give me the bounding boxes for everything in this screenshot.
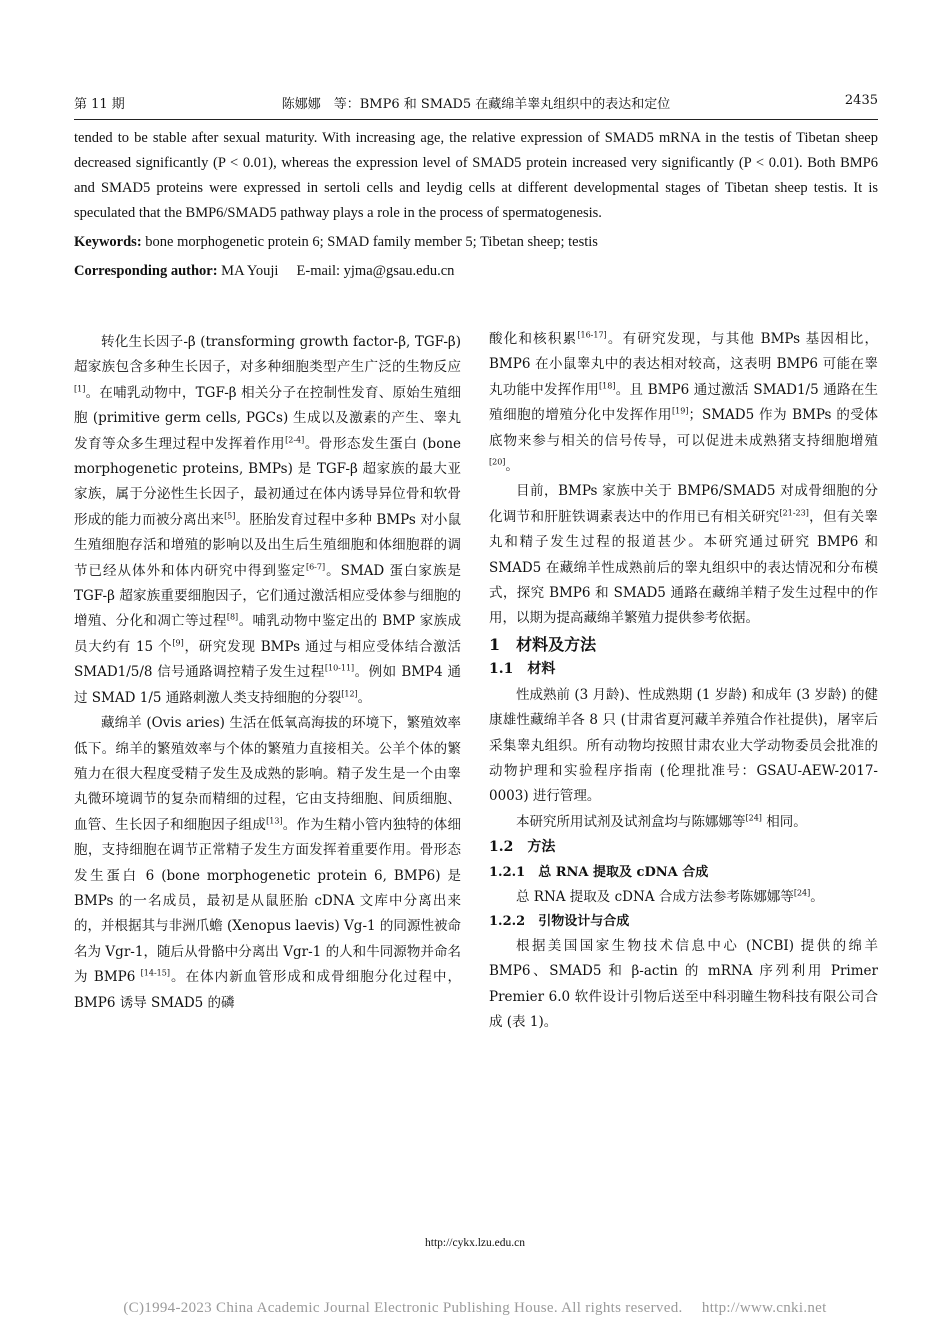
abstract-text: tended to be stable after sexual maturity. With increasing age, the relative expression of SMAD5 mRNA in the testis of Tibetan sheep decreased significantly (P < 0.01), whereas the expression level of SMAD5 protein increased very significantly (P < 0.01). Both BMP6 and SMAD5 proteins were expressed in sertoli cells and leydig cells at different developmental stages of Tibetan sheep testis. It is speculated that the BMP6/SMAD5 pathway plays a role in the process of spermatogenesis.	[74, 130, 878, 221]
right-paragraph-1: 酸化和核积累[16-17]。有研究发现，与其他 BMPs 基因相比，BMP6 在小鼠睾丸中的表达相对较高，这表明 BMP6 可能在睾丸功能中发挥作用[18]。且 BMP6 通过激活 SMAD1/5 通路在生殖细胞的增殖分化中发挥作用[19]；SMAD5 作为 BMPs 的受体底物来参与相关的信号传导，可以促进未成熟猪支持细胞增殖[20]。	[489, 330, 879, 475]
english-abstract	[74, 126, 878, 284]
section-heading-1-2-1: 1.2.1 总 RNA 提取及 cDNA 合成	[489, 864, 709, 880]
left-paragraph-2: 藏绵羊 (Ovis aries) 生活在低氧高海拔的环境下，繁殖效率低下。绵羊的繁殖效率与个体的繁殖力直接相关。公羊个体的繁殖力在很大程度受精子发生及成熟的影响。精子发生是一个由睾丸微环境调节的复杂而精细的过程，它由支持细胞、间质细胞、血管、生长因子和细胞因子组成[13]。作为生精小管内独特的体细胞，支持细胞在调节正常精子发生方面发挥着重要作用。骨形态发生蛋白 6 (bone morphogenetic protein 6, BMP6) 是 BMPs 的一名成员，最初是从鼠胚胎 cDNA 文库中分离出来的，并根据其与非洲爪蟾 (Xenopus laevis) Vg-1 的同源性被命名为 Vgr-1，随后从骨骼中分离出 Vgr-1 的人和牛同源物并命名为 BMP6 [14-15]。在体内新血管形成和成骨细胞分化过程中，BMP6 诱导 SMAD5 的磷	[74, 715, 462, 1011]
author-label: Corresponding author:	[74, 263, 218, 279]
right-paragraph-3: 性成熟前 (3 月龄)、性成熟期 (1 岁龄) 和成年 (3 岁龄) 的健康雄性藏绵羊各 8 只 (甘肃省夏河藏羊养殖合作社提供)，屠宰后采集睾丸组织。所有动物均按照甘肃农业大学动物委员会批准的动物护理和实验程序指南 (伦理批准号：GSAU-AEW-2017-0003) 进行管理。	[489, 686, 878, 805]
section-heading-1-2: 1.2 方法	[489, 839, 556, 856]
copyright-watermark: (C)1994-2023 China Academic Journal Electronic Publishing House. All rights reserved. http://www.cnki.net	[123, 1300, 827, 1316]
section-heading-1-2-2: 1.2.2 引物设计与合成	[489, 913, 630, 929]
page-number: 2435	[844, 93, 878, 108]
keywords-text: bone morphogenetic protein 6; SMAD family member 5; Tibetan sheep; testis	[145, 234, 598, 250]
right-paragraph-4: 本研究所用试剂及试剂盒均与陈娜娜等[24] 相同。	[516, 813, 807, 830]
header-rule	[74, 119, 878, 120]
running-header	[74, 93, 878, 113]
author-text: MA Youji E-mail: yjma@gsau.edu.cn	[221, 263, 455, 279]
section-heading-1: 1 材料及方法	[489, 634, 597, 654]
right-paragraph-5: 总 RNA 提取及 cDNA 合成方法参考陈娜娜等[24]。	[516, 888, 824, 905]
right-paragraph-6: 根据美国国家生物技术信息中心 (NCBI) 提供的绵羊 BMP6、SMAD5 和 β-actin 的 mRNA 序列利用 Primer Premier 6.0 软件设计引物后送至中科羽瞳生物科技有限公司合成 (表 1)。	[489, 937, 878, 1031]
author-line	[74, 259, 878, 284]
left-paragraph-1: 转化生长因子-β (transforming growth factor-β, TGF-β) 超家族包含多种生长因子，对多种细胞类型产生广泛的生物反应[1]。在哺乳动物中，TGF-β 相关分子在控制性发育、原始生殖细胞 (primitive germ cells, PGCs) 生成以及激素的产生、睾丸发育等众多生理过程中发挥着作用[2-4]。骨形态发生蛋白 (bone morphogenetic proteins, BMPs) 是 TGF-β 超家族的最大亚家族，属于分泌性生长因子，最初通过在体内诱导异位骨和软骨形成的能力而被分离出来[5]。胚胎发育过程中多种 BMPs 对小鼠生殖细胞存活和增殖的影响以及出生后生殖细胞和体细胞群的调节已经从体外和体内研究中得到鉴定[6-7]。SMAD 蛋白家族是 TGF-β 超家族重要细胞因子，它们通过激活相应受体参与细胞的增殖、分化和凋亡等过程[8]。哺乳动物中鉴定出的 BMP 家族成员大约有 15 个[9]，研究发现 BMPs 通过与相应受体结合激活 SMAD1/5/8 信号通路调控精子发生过程[10-11]。例如 BMP4 通过 SMAD 1/5 通路刺激人类支持细胞的分裂[12]。	[74, 334, 462, 706]
journal-url: http://cykx.lzu.edu.cn	[425, 1237, 525, 1249]
left-column	[74, 330, 461, 1016]
issue-number: 第 11 期	[74, 97, 125, 112]
keywords-line	[74, 230, 878, 255]
right-column	[489, 327, 878, 1036]
section-heading-1-1: 1.1 材料	[489, 661, 556, 678]
keywords-label: Keywords:	[74, 234, 142, 250]
running-title: 陈娜娜 等：BMP6 和 SMAD5 在藏绵羊睾丸组织中的表达和定位	[281, 97, 671, 112]
right-paragraph-2: 目前，BMPs 家族中关于 BMP6/SMAD5 对成骨细胞的分化调节和肝脏铁调素表达中的作用已有相关研究[21-23]，但有关睾丸和精子发生过程的报道甚少。本研究通过研究 BMP6 和 SMAD5 在藏绵羊性成熟前后的睾丸组织中的表达情况和分布模式，探究 BMP6 和 SMAD5 通路在藏绵羊精子发生过程中的作用，以期为提高藏绵羊繁殖力提供参考依据。	[489, 483, 879, 627]
